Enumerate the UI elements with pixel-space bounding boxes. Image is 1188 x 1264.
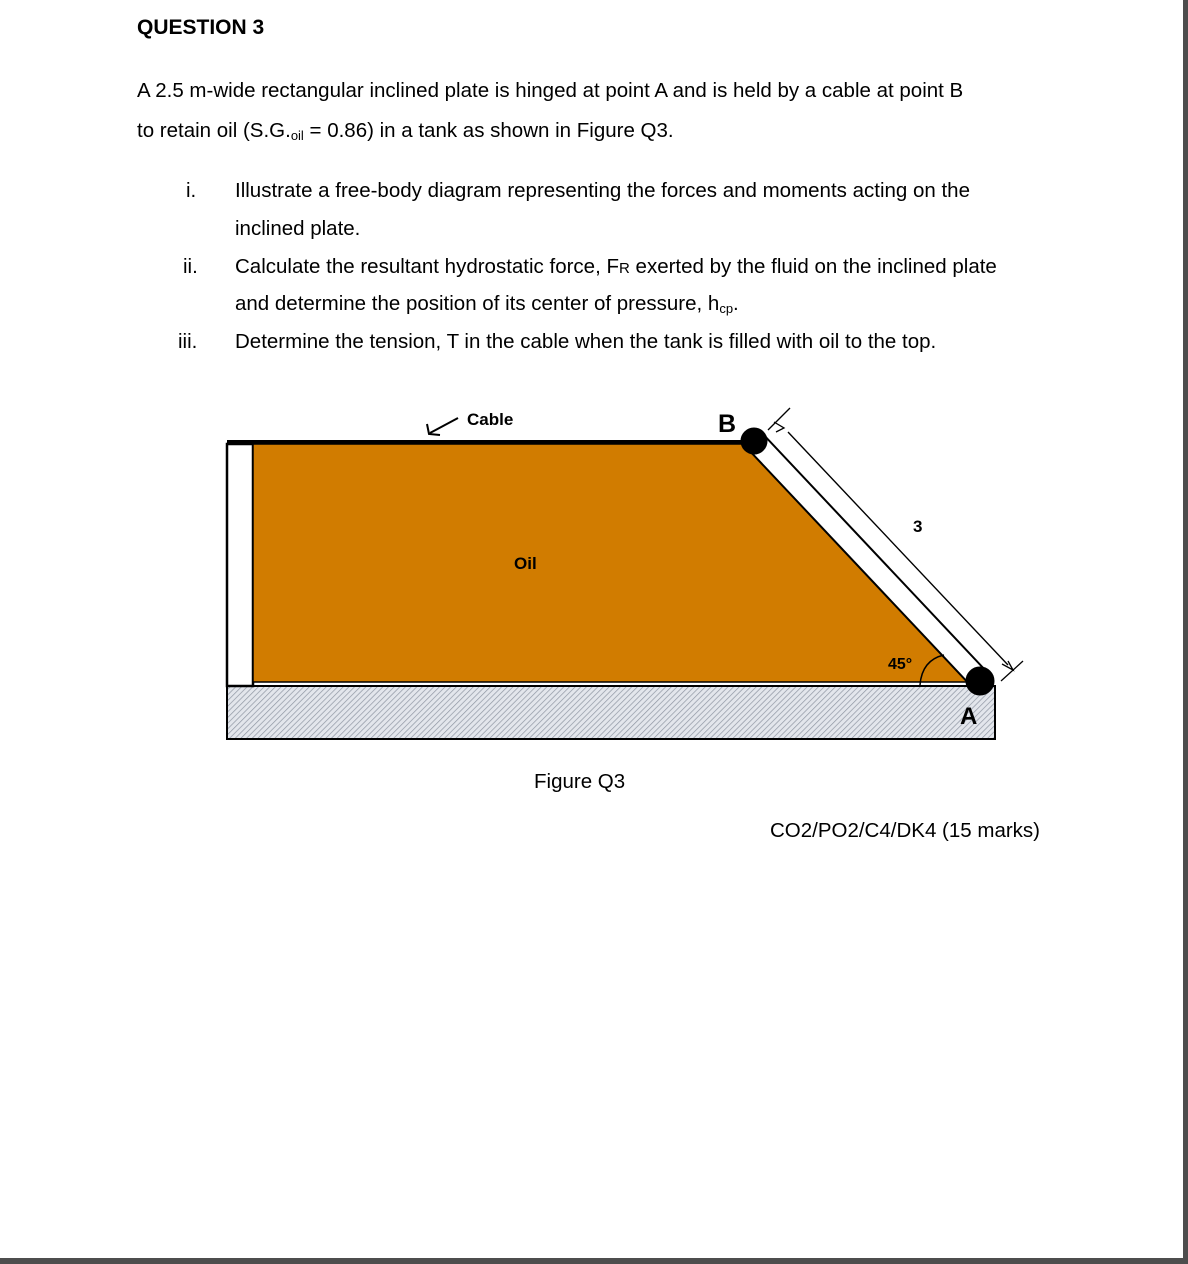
hinge-a: [966, 667, 994, 695]
dimension-arrow-top: [774, 422, 784, 432]
marks-allocation: CO2/PO2/C4/DK4 (15 marks): [770, 819, 1040, 842]
item-number-i: i.: [186, 179, 197, 202]
figure-caption: Figure Q3: [534, 770, 626, 793]
item-i-line-1: Illustrate a free-body diagram representing the forces and moments acting on the: [235, 179, 970, 202]
hinge-b: [741, 428, 767, 454]
hcp-subscript: cp: [719, 301, 734, 316]
cable-label: Cable: [467, 410, 514, 429]
item-i-line-2: inclined plate.: [235, 217, 361, 240]
point-a-label: A: [960, 703, 978, 730]
item-number-iii: iii.: [178, 330, 198, 353]
intro-line-2: to retain oil $(S.G._{oil} = 0.86)$ in a tank as shown in Figure Q3.: [137, 119, 674, 143]
sg-subscript: oil: [290, 128, 304, 143]
item-iii-line-1: Determine the tension, T in the cable when the tank is filled with oil to the top.: [235, 330, 937, 353]
item-ii-line-1: Calculate the resultant hydrostatic force, FR exerted by the fluid on the inclined plate: [235, 255, 997, 278]
fr-subscript: R: [619, 260, 630, 277]
dimension-extension-bottom: [1001, 661, 1023, 681]
ground-base: [227, 686, 995, 739]
oil-label: Oil: [514, 554, 537, 573]
dimension-label: 3: [913, 517, 923, 536]
question-heading: QUESTION 3: [137, 16, 265, 39]
intro-line-1: A 2.5 m-wide rectangular inclined plate is hinged at point A and is held by a cable at point B: [137, 79, 964, 102]
cable-arrow-icon: [430, 418, 458, 433]
point-b-label: B: [718, 410, 737, 438]
item-number-ii: ii.: [183, 255, 198, 278]
angle-label: 45°: [888, 656, 913, 673]
dimension-arrow-bottom: [1002, 661, 1013, 670]
item-ii-line-2: and determine the position of its center of pressure, $h_{cp}$.: [235, 292, 739, 316]
page-border-bottom: [0, 1258, 1188, 1264]
dimension-extension-top: [768, 408, 790, 430]
tank-left-wall: [227, 444, 253, 686]
